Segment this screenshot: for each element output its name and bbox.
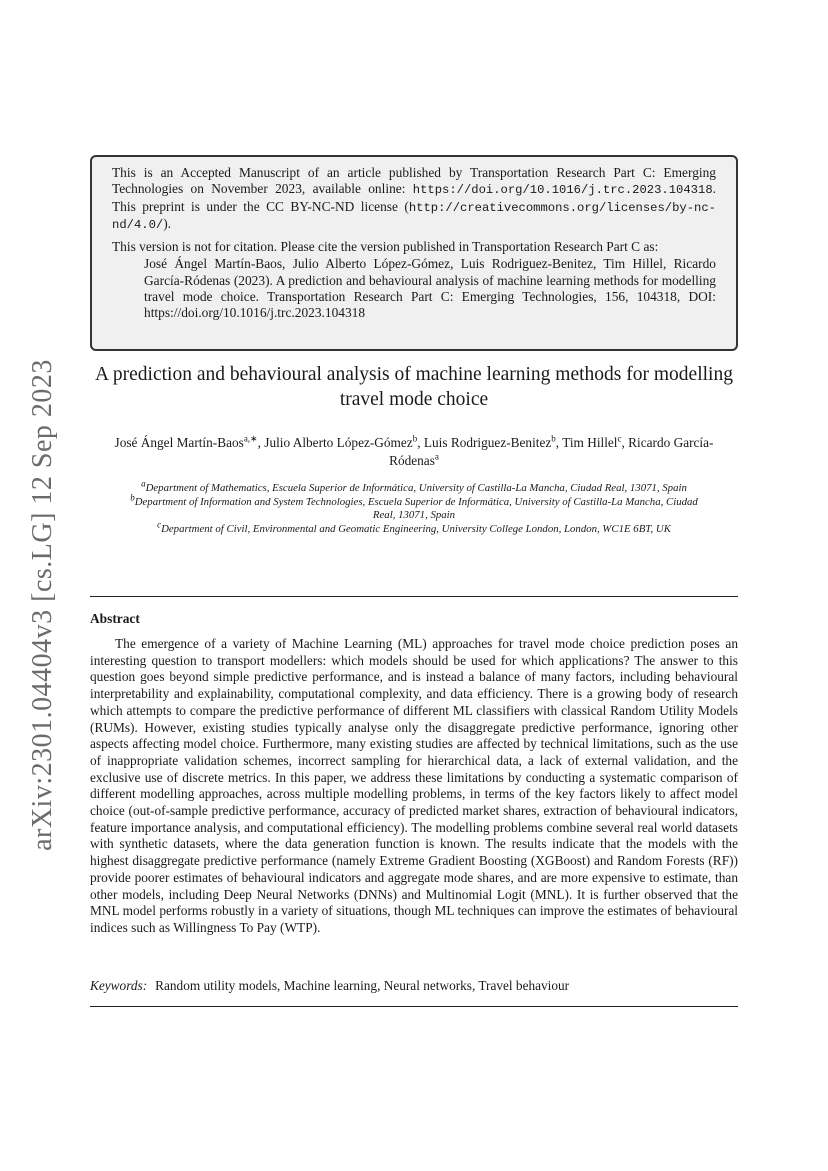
arxiv-identifier: arXiv:2301.04404v3 [cs.LG] 12 Sep 2023 [27,359,59,851]
affiliation-list [100,478,728,536]
keywords-label: Keywords: [90,978,148,993]
author-name: Julio Alberto López-Gómez [264,435,413,450]
author-affiliation-mark: a [434,451,439,462]
author-name: Ricardo García-Ródenas [389,435,714,468]
affiliation-text: Department of Civil, Environmental and Geomatic Engineering, University College London, London, WC1E 6BT, UK [161,522,671,535]
author-list: José Ángel Martín-Baos$^{a,∗}$, Julio Alberto López-Gómez$^b$, Luis Rodriguez-Benitez$^b$, Tim Hillel$^c$, Ricardo García-Ródenas$^a$ [114,433,714,468]
arxiv-identifier-sidebar [18,360,68,850]
author-name: José Ángel Martín-Baos [114,435,244,450]
notice-license-link[interactable]: http://creativecommons.org/licenses/by-nc-nd/4.0/ [112,200,716,232]
abstract-top-rule [90,596,738,597]
abstract-body: The emergence of a variety of Machine Learning (ML) approaches for travel mode choice prediction poses an interesting question to transport modellers: which models should be used for which applications? The answer to this question goes beyond simple predictive performance, and is instead a balance of many factors, including behavioural interpretability and explainability, computational complexity, and data efficiency. There is a growing body of research which attempts to compare the predictive performance of different ML classifiers with classical Random Utility Models (RUMs). However, existing studies typically analyse only the disaggregate predictive performance, ignoring other aspects affecting model choice. Furthermore, many existing studies are affected by technical limitations, such as the use of inappropriate validation schemes, incorrect sampling for hierarchical data, a lack of external validation, and the exclusive use of discrete metrics. In this paper, we address these limitations by conducting a systematic comparison of different modelling approaches, across multiple modelling problems, in terms of the key factors likely to affect model choice (out-of-sample predictive performance, accuracy of predicted market shares, extraction of behavioural indicators, feature importance analysis, and computational efficiency). The modelling problems combine several real world datasets with synthetic datasets, where the data generation function is known. The results indicate that the models with the highest disaggregate predictive performance (namely Extreme Gradient Boosting (XGBoost) and Random Forests (RF)) provide poorer estimates of behavioural indicators and aggregate mode shares, and are more expensive to estimate, than other models, including Deep Neural Networks (DNNs) and Multinomial Logit (MNL). It is further observed that the MNL model performs robustly in a variety of situations, though ML techniques can improve the estimates of behavioural indices such as Willingness To Pay (WTP). [90,636,738,935]
keywords-text: Random utility models, Machine learning, Neural networks, Travel behaviour [155,978,570,993]
abstract-heading: Abstract [90,611,140,626]
affiliation-mark: c [157,518,162,529]
notice-citation: José Ángel Martín-Baos, Julio Alberto López-Gómez, Luis Rodriguez-Benitez, Tim Hillel, Ricardo García-Ródenas (2023). A prediction and behavioural analysis of machine learning methods for modelling travel mode choice. Transportation Research Part C: Emerging Technologies, 156, 104318, DOI: https://doi.org/10.1016/j.trc.2023.104318 [144,256,716,321]
affiliation [100,478,728,496]
affiliation-mark: b [130,491,135,502]
author-affiliation-mark: b [551,433,556,444]
abstract-bottom-rule [90,1006,738,1007]
affiliation-mark: a [141,478,146,489]
notice-text: This is an Accepted Manuscript of an article published by Transportation Research Part C: Emerging Technologies on November 2023, available online: [112,165,716,197]
author-name: Luis Rodriguez-Benitez [423,435,552,450]
author-affiliation-mark: a,∗ [243,433,258,444]
author-name: Tim Hillel [562,435,618,450]
keywords [90,978,738,994]
affiliation-text: Department of Mathematics, Escuela Superior de Informática, University of Castilla-La Mancha, Ciudad Real, 13071, Spain [145,482,687,494]
accepted-manuscript-notice [90,155,738,351]
notice-doi-link[interactable]: https://doi.org/10.1016/j.trc.2023.104318 [412,183,713,198]
affiliation-text: Department of Information and System Technologies, Escuela Superior de Informática, University of Castilla-La Mancha, Ciudad Real, 13071, Spain [134,495,698,521]
notice-paragraph-1 [112,165,716,233]
author-affiliation-mark: c [617,433,622,444]
affiliation [100,491,728,523]
notice-license-text: . This preprint is under the CC BY-NC-ND license ( [112,181,716,214]
notice-paragraph-2: This version is not for citation. Please cite the version published in Transportation Research Part C as: [112,239,659,255]
notice-end-text: ). [163,215,172,231]
affiliation [100,518,728,537]
paper-title: A prediction and behavioural analysis of machine learning methods for modelling travel mode choice [95,364,733,410]
author-affiliation-mark: b [412,433,418,444]
